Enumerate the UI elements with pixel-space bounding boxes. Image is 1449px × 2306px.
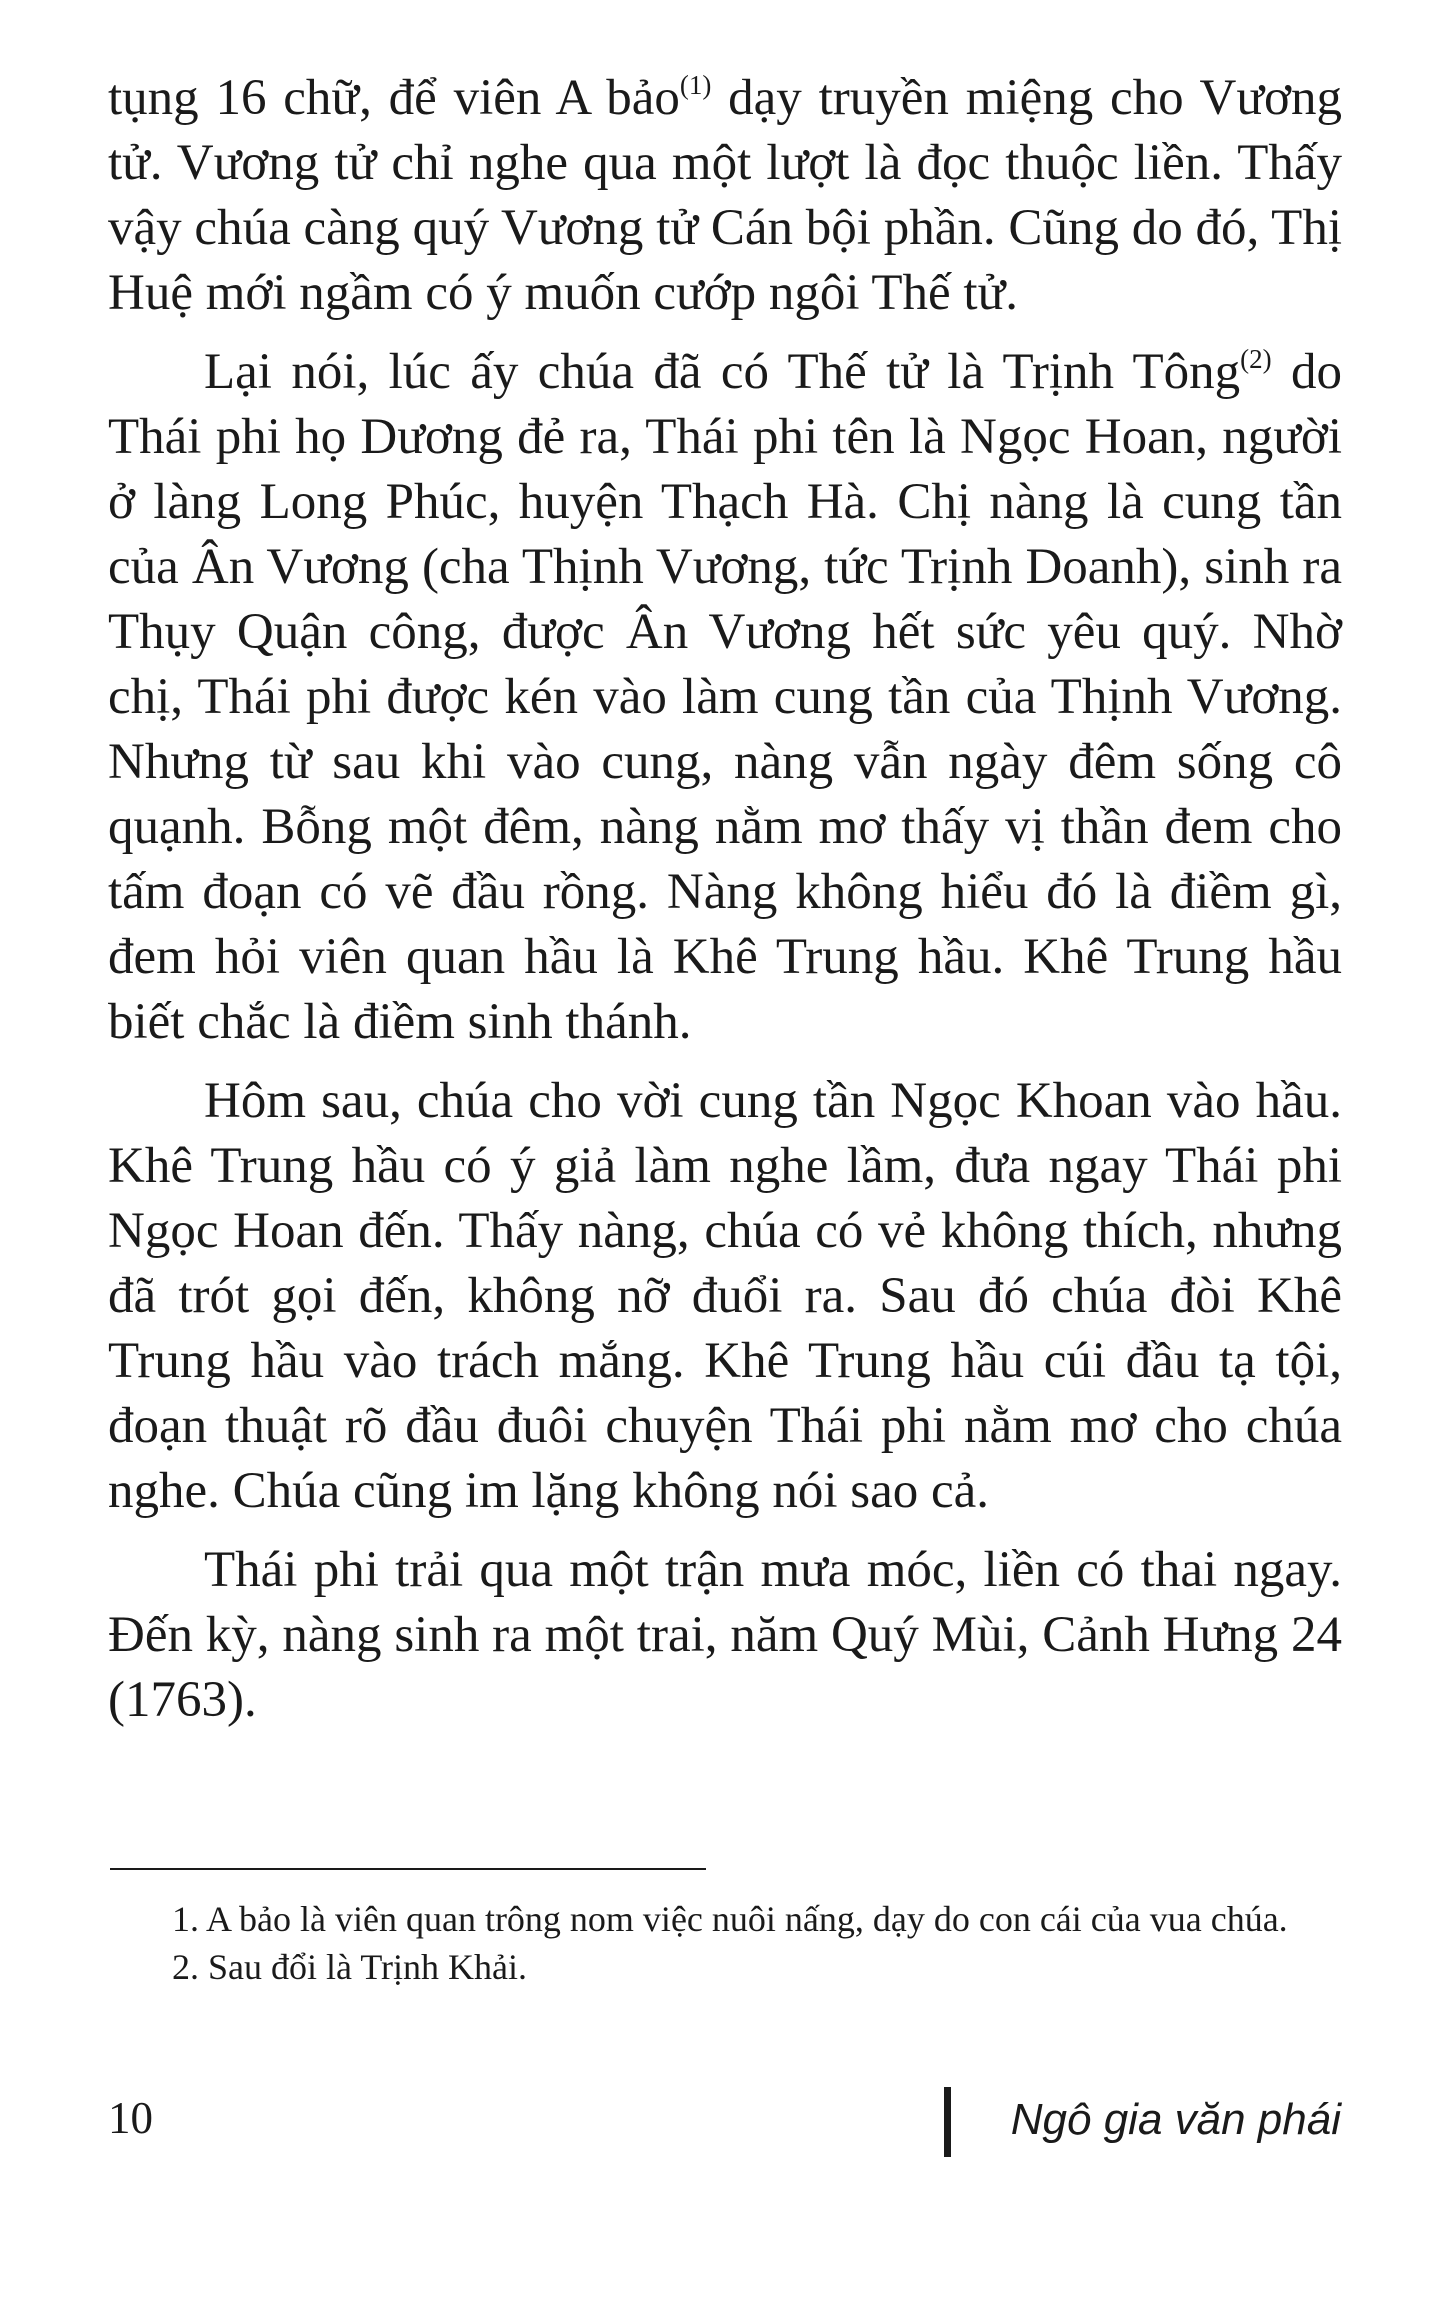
footnote-divider: [110, 1868, 706, 1870]
footnote-2: 2. Sau đổi là Trịnh Khải.: [172, 1947, 528, 1987]
paragraph-2-text-cont: do Thái phi họ Dương đẻ ra, Thái phi tên là Ngọc Hoan, người ở làng Long Phúc, huyện Thạch Hà. Chị nàng là cung tần của Ân Vương (cha Thịnh Vương, tức Trịnh Doanh), sinh ra Thụy Quận công, được Ân Vương hết sức yêu quý. Nhờ chị, Thái phi được kén vào làm cung tần của Thịnh Vương. Nhưng từ sau khi vào cung, nàng vẫn ngày đêm sống cô quạnh. Bỗng một đêm, nàng nằm mơ thấy vị thần đem cho tấm đoạn có vẽ đầu rồng. Nàng không hiểu đó là điềm gì, đem hỏi viên quan hầu là Khê Trung hầu. Khê Trung hầu biết chắc là điềm sinh thánh.: [108, 344, 1343, 1050]
page-number: 10: [108, 2093, 153, 2143]
paragraph-1-text-cont: dạy truyền miệng cho Vương tử. Vương tử chỉ nghe qua một lượt là đọc thuộc liền. Thấy vậy chúa càng quý Vương tử Cán bội phần. Cũng do đó, Thị Huệ mới ngầm có ý muốn cướp ngôi Thế tử.: [108, 70, 1342, 321]
paragraph-2: [108, 340, 1342, 1055]
footnote-1: 1. A bảo là viên quan trông nom việc nuôi nấng, dạy do con cái của vua chúa.: [172, 1899, 1288, 1939]
footnote-ref-1: (1): [679, 70, 712, 100]
paragraph-3: Hôm sau, chúa cho vời cung tần Ngọc Khoan vào hầu. Khê Trung hầu có ý giả làm nghe lầm, đưa ngay Thái phi Ngọc Hoan đến. Thấy nàng, chúa có vẻ không thích, nhưng đã trót gọi đến, không nỡ đuổi ra. Sau đó chúa đòi Khê Trung hầu vào trách mắng. Khê Trung hầu cúi đầu tạ tội, đoạn thuật rõ đầu đuôi chuyện Thái phi nằm mơ cho chúa nghe. Chúa cũng im lặng không nói sao cả.: [108, 1073, 1342, 1519]
paragraph-2-text: Lại nói, lúc ấy chúa đã có Thế tử là Trịnh Tông: [204, 344, 1241, 400]
footnote-ref-2: (2): [1240, 344, 1272, 374]
footnotes: [110, 1895, 1342, 1991]
paragraph-4: Thái phi trải qua một trận mưa móc, liền có thai ngay. Đến kỳ, nàng sinh ra một trai, năm Quý Mùi, Cảnh Hưng 24 (1763).: [108, 1542, 1342, 1728]
paragraph-1: [108, 66, 1342, 326]
body-text: [108, 66, 1342, 1747]
paragraph-1-text: tụng 16 chữ, để viên A bảo: [108, 70, 680, 126]
book-title: Ngô gia văn phái: [1010, 2095, 1341, 2144]
footer-divider-bar: [944, 2087, 951, 2157]
